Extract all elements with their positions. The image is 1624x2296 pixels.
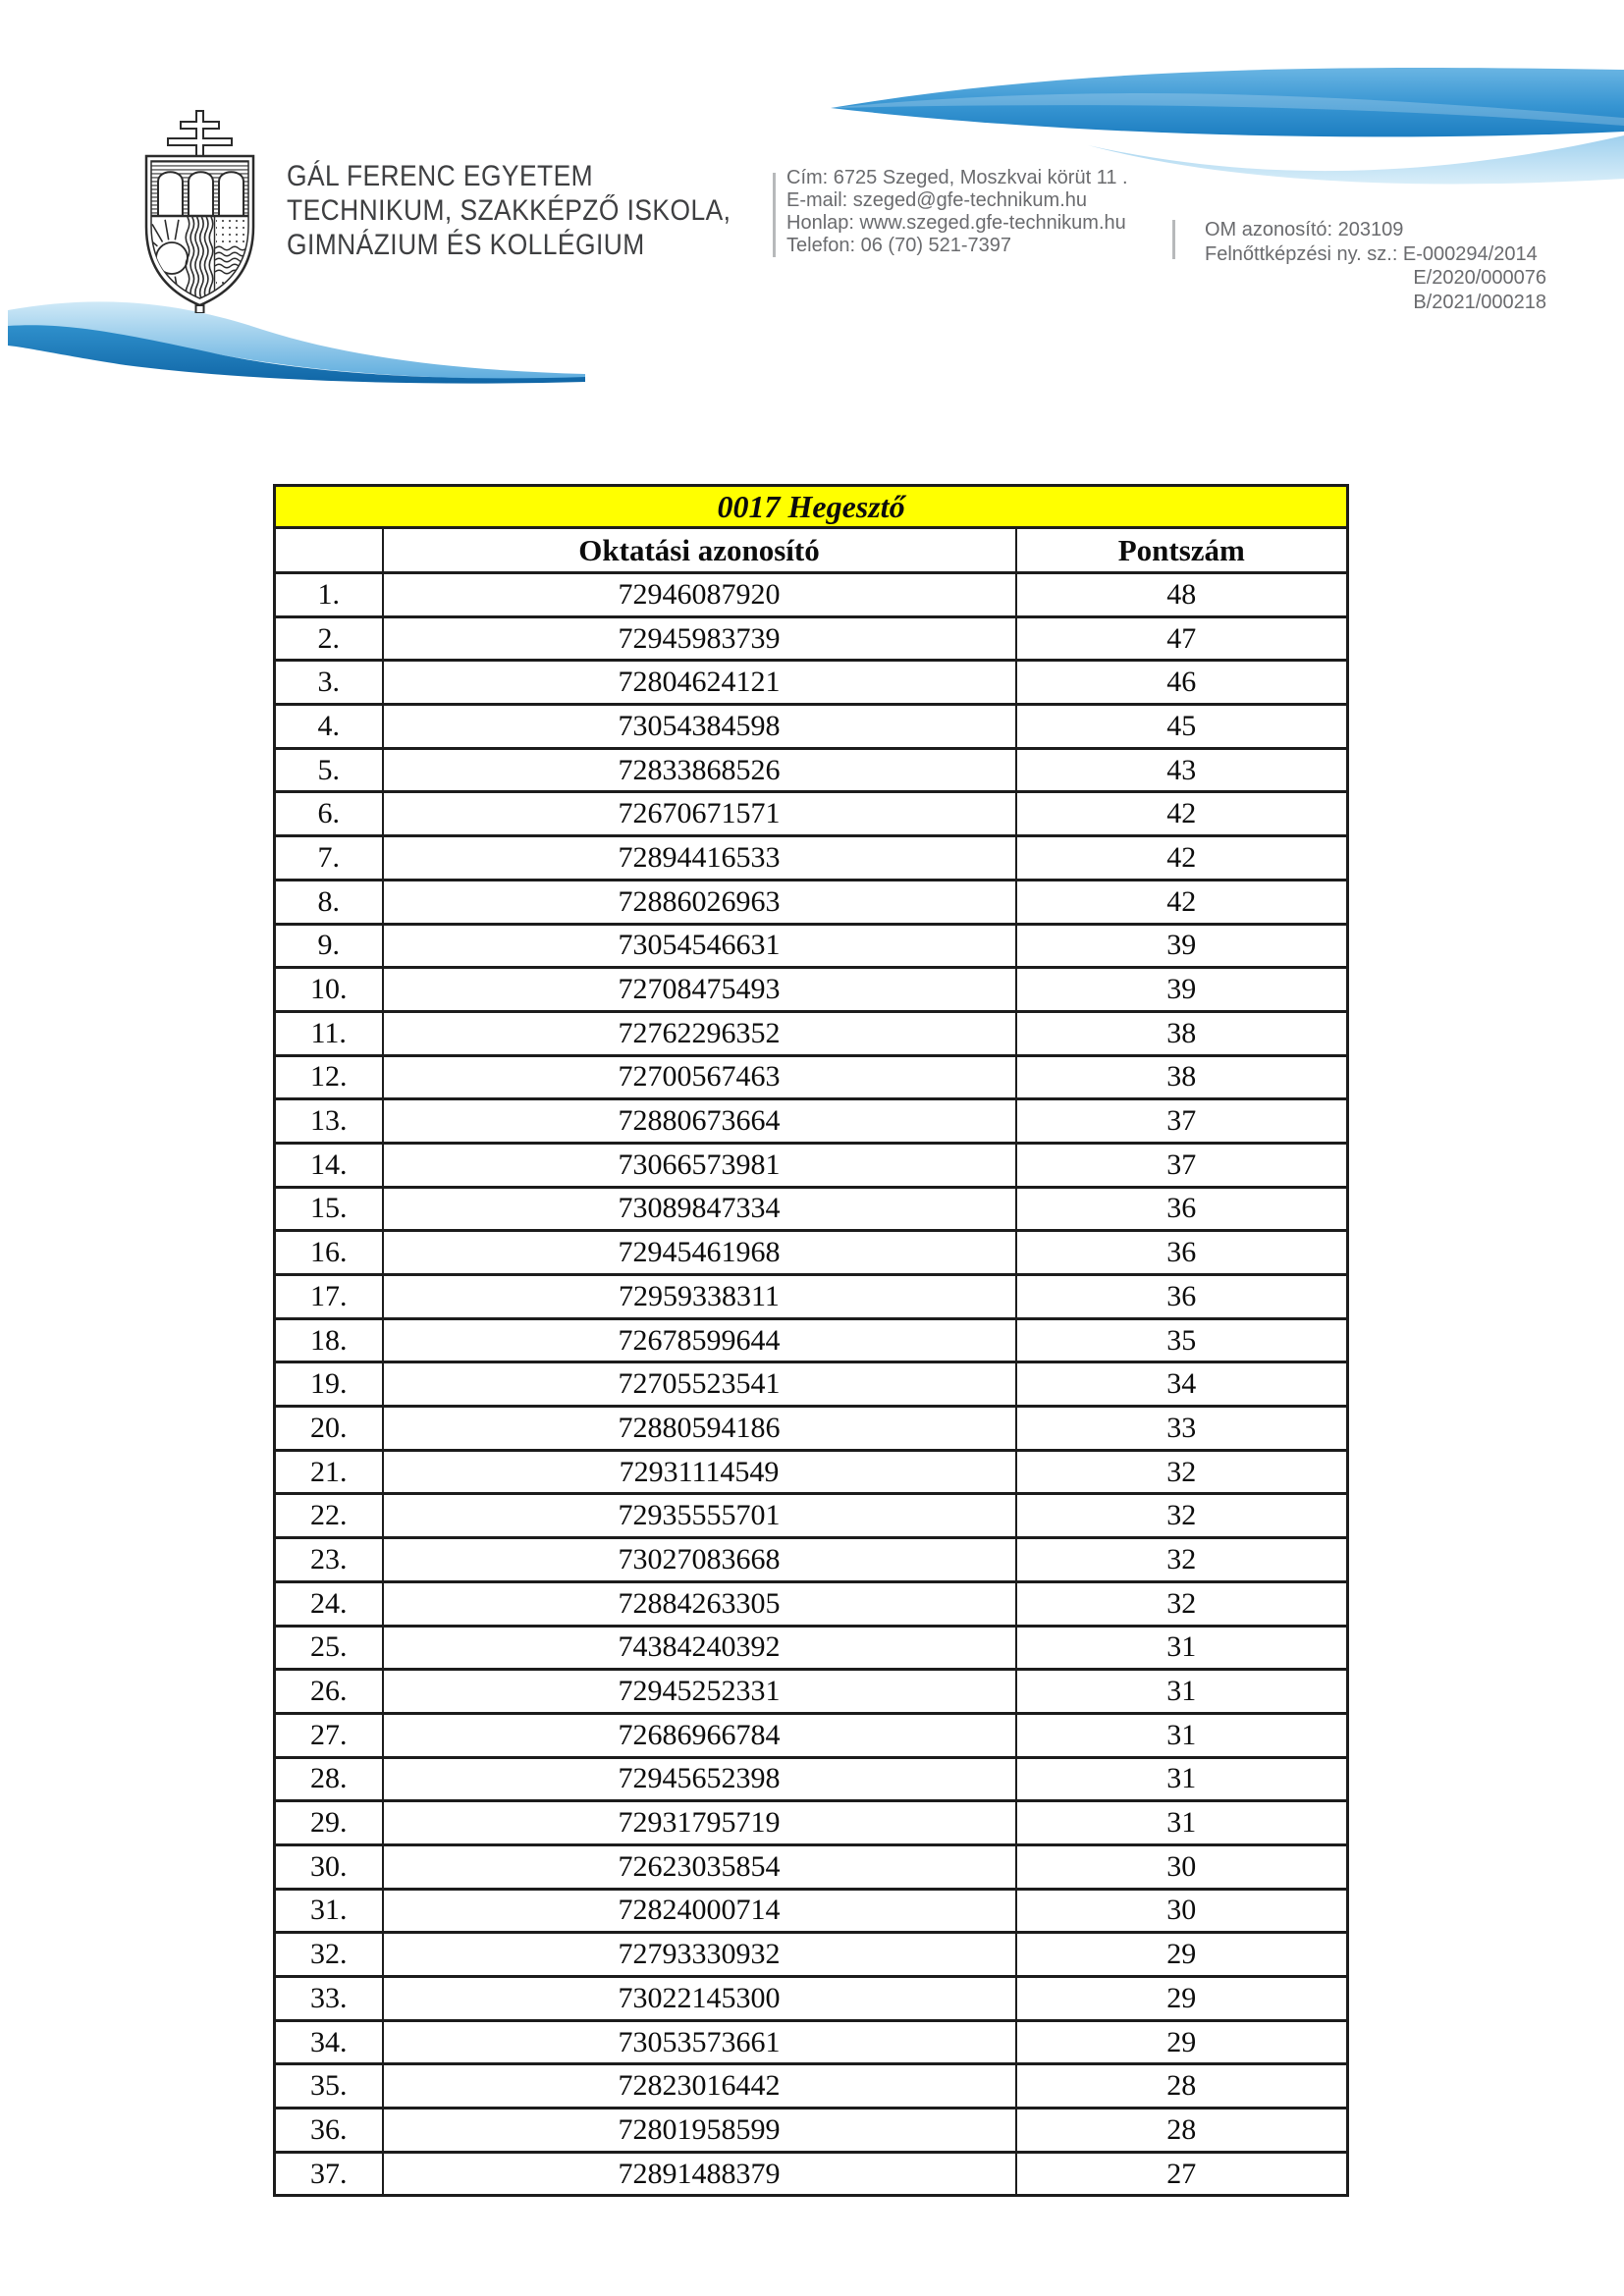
table-row: [275, 1933, 1348, 1977]
registry-block: [1205, 218, 1546, 314]
table-header-row: [275, 528, 1348, 573]
row-number-cell: 32.: [275, 1933, 383, 1977]
reg-no-extra: B/2021/000218: [1413, 291, 1546, 313]
score-cell: 48: [1016, 573, 1348, 617]
student-id-cell: 72945983739: [383, 616, 1016, 661]
student-id-cell: 72801958599: [383, 2109, 1016, 2153]
table-row: [275, 748, 1348, 792]
row-number-cell: 5.: [275, 748, 383, 792]
row-number-cell: 31.: [275, 1889, 383, 1933]
score-cell: 36: [1016, 1275, 1348, 1319]
student-id-cell: 72935555701: [383, 1494, 1016, 1538]
row-number-cell: 34.: [275, 2020, 383, 2064]
table-row: [275, 1713, 1348, 1757]
score-cell: 46: [1016, 661, 1348, 705]
score-cell: 32: [1016, 1450, 1348, 1494]
table-row: [275, 2152, 1348, 2196]
table-row: [275, 1099, 1348, 1144]
table-row: [275, 1231, 1348, 1275]
table-row: [275, 836, 1348, 881]
student-id-cell: 73053573661: [383, 2020, 1016, 2064]
score-cell: 45: [1016, 705, 1348, 749]
score-cell: 43: [1016, 748, 1348, 792]
student-id-cell: 72959338311: [383, 1275, 1016, 1319]
row-number-cell: 25.: [275, 1626, 383, 1670]
row-number-cell: 8.: [275, 880, 383, 924]
score-cell: 33: [1016, 1407, 1348, 1451]
table-row: [275, 1757, 1348, 1801]
student-id-cell: 72700567463: [383, 1055, 1016, 1099]
student-id-cell: 72946087920: [383, 573, 1016, 617]
student-id-cell: 72945252331: [383, 1670, 1016, 1714]
score-cell: 32: [1016, 1581, 1348, 1626]
score-cell: 30: [1016, 1889, 1348, 1933]
row-number-cell: 18.: [275, 1318, 383, 1362]
student-id-cell: 72705523541: [383, 1362, 1016, 1407]
score-cell: 42: [1016, 880, 1348, 924]
row-number-cell: 1.: [275, 573, 383, 617]
om-id: OM azonosító: 203109: [1205, 219, 1404, 240]
bottom-wave-decoration: [8, 291, 587, 384]
student-id-cell: 72931114549: [383, 1450, 1016, 1494]
row-number-cell: 17.: [275, 1275, 383, 1319]
row-number-cell: 26.: [275, 1670, 383, 1714]
table-row: [275, 1011, 1348, 1055]
row-number-cell: 14.: [275, 1143, 383, 1187]
student-id-cell: 73089847334: [383, 1187, 1016, 1231]
row-number-cell: 10.: [275, 968, 383, 1012]
row-number-cell: 24.: [275, 1581, 383, 1626]
score-cell: 42: [1016, 792, 1348, 836]
table-row: [275, 924, 1348, 968]
score-cell: 31: [1016, 1713, 1348, 1757]
col-header-score: Pontszám: [1016, 528, 1348, 573]
student-id-cell: 72824000714: [383, 1889, 1016, 1933]
row-number-cell: 2.: [275, 616, 383, 661]
school-name-line: GÁL FERENC EGYETEM: [287, 160, 594, 192]
score-cell: 37: [1016, 1143, 1348, 1187]
student-id-cell: 72884263305: [383, 1581, 1016, 1626]
student-id-cell: 72945461968: [383, 1231, 1016, 1275]
table-body: [275, 573, 1348, 2196]
results-table: [273, 484, 1349, 2197]
table-row: [275, 1362, 1348, 1407]
student-id-cell: 72891488379: [383, 2152, 1016, 2196]
student-id-cell: 73066573981: [383, 1143, 1016, 1187]
score-cell: 27: [1016, 2152, 1348, 2196]
row-number-cell: 15.: [275, 1187, 383, 1231]
table-row: [275, 1318, 1348, 1362]
row-number-cell: 11.: [275, 1011, 383, 1055]
table-row: [275, 573, 1348, 617]
table-row: [275, 1494, 1348, 1538]
student-id-cell: 72686966784: [383, 1713, 1016, 1757]
student-id-cell: 72823016442: [383, 2064, 1016, 2109]
adult-training-reg-no: Felnőttképzési ny. sz.: E-000294/2014: [1205, 242, 1538, 265]
student-id-cell: 73022145300: [383, 1977, 1016, 2021]
table-row: [275, 1889, 1348, 1933]
row-number-cell: 20.: [275, 1407, 383, 1451]
student-id-cell: 72623035854: [383, 1844, 1016, 1889]
score-cell: 34: [1016, 1362, 1348, 1407]
score-cell: 28: [1016, 2109, 1348, 2153]
contact-email: E-mail: szeged@gfe-technikum.hu: [786, 189, 1087, 211]
table-row: [275, 1801, 1348, 1845]
row-number-cell: 30.: [275, 1844, 383, 1889]
score-cell: 42: [1016, 836, 1348, 881]
table-row: [275, 2109, 1348, 2153]
col-header-student-id: Oktatási azonosító: [383, 528, 1016, 573]
score-cell: 36: [1016, 1187, 1348, 1231]
score-cell: 31: [1016, 1757, 1348, 1801]
score-cell: 29: [1016, 1977, 1348, 2021]
student-id-cell: 74384240392: [383, 1626, 1016, 1670]
row-number-cell: 36.: [275, 2109, 383, 2153]
score-cell: 39: [1016, 968, 1348, 1012]
table-row: [275, 661, 1348, 705]
student-id-cell: 72678599644: [383, 1318, 1016, 1362]
contact-website: Honlap: www.szeged.gfe-technikum.hu: [786, 212, 1126, 234]
row-number-cell: 4.: [275, 705, 383, 749]
student-id-cell: 72670671571: [383, 792, 1016, 836]
table-title-row: [275, 486, 1348, 528]
table-row: [275, 1581, 1348, 1626]
student-id-cell: 73054546631: [383, 924, 1016, 968]
row-number-cell: 12.: [275, 1055, 383, 1099]
table-row: [275, 968, 1348, 1012]
student-id-cell: 72931795719: [383, 1801, 1016, 1845]
table-row: [275, 792, 1348, 836]
score-cell: 36: [1016, 1231, 1348, 1275]
row-number-cell: 23.: [275, 1538, 383, 1582]
score-cell: 31: [1016, 1626, 1348, 1670]
reg-no-extra: E/2020/000076: [1413, 267, 1546, 289]
contact-address: Cím: 6725 Szeged, Moszkvai körüt 11 .: [786, 167, 1128, 188]
score-cell: 32: [1016, 1538, 1348, 1582]
table-row: [275, 1407, 1348, 1451]
score-cell: 31: [1016, 1801, 1348, 1845]
double-cross-icon: [168, 111, 232, 160]
table-row: [275, 1055, 1348, 1099]
student-id-cell: 72793330932: [383, 1933, 1016, 1977]
table-row: [275, 1670, 1348, 1714]
score-cell: 30: [1016, 1844, 1348, 1889]
table-row: [275, 1538, 1348, 1582]
score-cell: 32: [1016, 1494, 1348, 1538]
score-cell: 29: [1016, 2020, 1348, 2064]
row-number-cell: 28.: [275, 1757, 383, 1801]
contact-phone: Telefon: 06 (70) 521-7397: [786, 235, 1012, 256]
row-number-cell: 29.: [275, 1801, 383, 1845]
school-crest-logo: [138, 109, 261, 313]
table-row: [275, 1275, 1348, 1319]
row-number-cell: 27.: [275, 1713, 383, 1757]
contact-block: [786, 167, 1128, 257]
table-row: [275, 705, 1348, 749]
table-row: [275, 2020, 1348, 2064]
table-row: [275, 616, 1348, 661]
table-row: [275, 1450, 1348, 1494]
row-number-cell: 7.: [275, 836, 383, 881]
table-row: [275, 880, 1348, 924]
student-id-cell: 72762296352: [383, 1011, 1016, 1055]
row-number-cell: 37.: [275, 2152, 383, 2196]
table-row: [275, 1143, 1348, 1187]
score-cell: 29: [1016, 1933, 1348, 1977]
row-number-cell: 33.: [275, 1977, 383, 2021]
student-id-cell: 73027083668: [383, 1538, 1016, 1582]
row-number-cell: 6.: [275, 792, 383, 836]
score-cell: 47: [1016, 616, 1348, 661]
student-id-cell: 72945652398: [383, 1757, 1016, 1801]
student-id-cell: 72833868526: [383, 748, 1016, 792]
school-name: [287, 159, 731, 262]
header-divider-bar: [773, 173, 776, 257]
row-number-cell: 3.: [275, 661, 383, 705]
table-row: [275, 1977, 1348, 2021]
row-number-cell: 13.: [275, 1099, 383, 1144]
student-id-cell: 72880594186: [383, 1407, 1016, 1451]
score-cell: 38: [1016, 1011, 1348, 1055]
score-cell: 35: [1016, 1318, 1348, 1362]
program-title: 0017 Hegesztő: [275, 486, 1348, 528]
row-number-cell: 9.: [275, 924, 383, 968]
score-cell: 37: [1016, 1099, 1348, 1144]
score-cell: 39: [1016, 924, 1348, 968]
student-id-cell: 72886026963: [383, 880, 1016, 924]
table-row: [275, 1626, 1348, 1670]
table-row: [275, 1187, 1348, 1231]
school-name-line: TECHNIKUM, SZAKKÉPZŐ ISKOLA,: [287, 194, 731, 227]
student-id-cell: 72804624121: [383, 661, 1016, 705]
top-swoosh-decoration: [813, 39, 1624, 187]
school-name-line: GIMNÁZIUM ÉS KOLLÉGIUM: [287, 229, 645, 261]
col-header-number: [275, 528, 383, 573]
row-number-cell: 21.: [275, 1450, 383, 1494]
score-cell: 38: [1016, 1055, 1348, 1099]
student-id-cell: 73054384598: [383, 705, 1016, 749]
score-cell: 31: [1016, 1670, 1348, 1714]
score-cell: 28: [1016, 2064, 1348, 2109]
header-divider-bar: [1172, 220, 1175, 259]
row-number-cell: 16.: [275, 1231, 383, 1275]
row-number-cell: 22.: [275, 1494, 383, 1538]
table-row: [275, 1844, 1348, 1889]
student-id-cell: 72708475493: [383, 968, 1016, 1012]
row-number-cell: 35.: [275, 2064, 383, 2109]
row-number-cell: 19.: [275, 1362, 383, 1407]
student-id-cell: 72880673664: [383, 1099, 1016, 1144]
student-id-cell: 72894416533: [383, 836, 1016, 881]
table-row: [275, 2064, 1348, 2109]
